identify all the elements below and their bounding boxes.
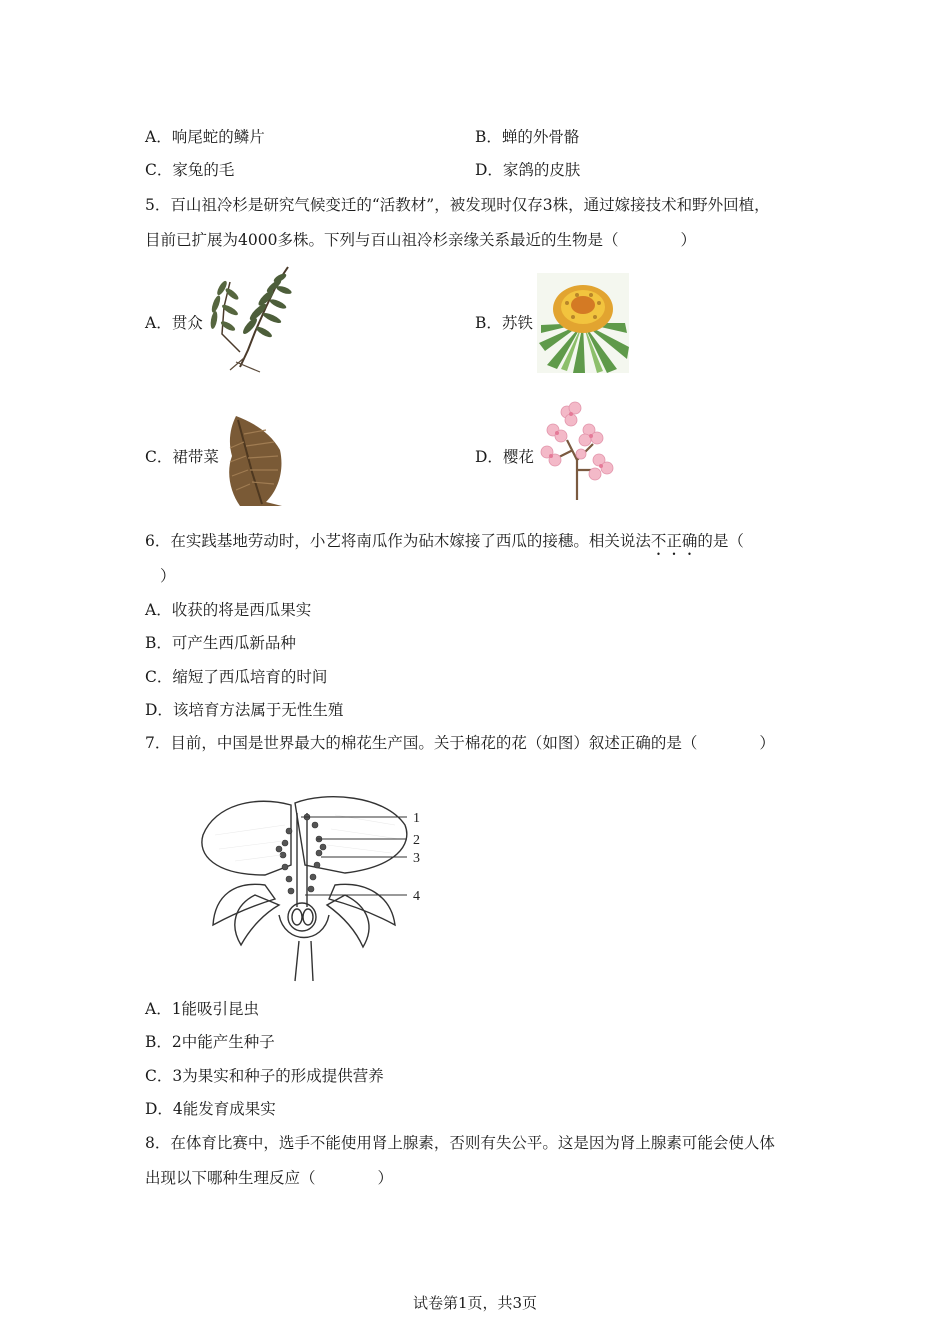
q6-stem-post: 的是（ bbox=[697, 532, 744, 550]
q7-stem: 7．目前，中国是世界最大的棉花生产国。关于棉花的花（如图）叙述正确的是（ ） bbox=[145, 734, 775, 752]
q5-option-b: B．苏铁 bbox=[475, 314, 533, 332]
q7-option-b: B．2中能产生种子 bbox=[145, 1033, 275, 1051]
q5-option-c: C．裙带菜 bbox=[145, 448, 219, 466]
q6-stem-pre: 6．在实践基地劳动时，小艺将南瓜作为砧木嫁接了西瓜的接穗。相关说法 bbox=[145, 532, 651, 550]
q6-stem-emphasis: 不正确 bbox=[650, 532, 698, 550]
q4-option-c: C．家兔的毛 bbox=[145, 161, 235, 179]
kelp-image bbox=[222, 412, 284, 506]
q6-option-b: B．可产生西瓜新品种 bbox=[145, 634, 296, 652]
q7-option-a: A．1能吸引昆虫 bbox=[145, 1000, 260, 1018]
fern-image bbox=[200, 262, 296, 374]
q4-option-a: A．响尾蛇的鳞片 bbox=[145, 128, 265, 146]
q7-option-c: C．3为果实和种子的形成提供营养 bbox=[145, 1067, 384, 1085]
q5-stem-line2: 目前已扩展为4000多株。下列与百山祖冷杉亲缘关系最近的生物是（ ） bbox=[145, 231, 696, 249]
q8-stem-line2: 出现以下哪种生理反应（ ） bbox=[145, 1169, 394, 1187]
page-footer: 试卷第1页，共3页 bbox=[412, 1294, 538, 1312]
q6-option-d: D．该培育方法属于无性生殖 bbox=[145, 701, 344, 719]
q8-stem-line1: 8．在体育比赛中，选手不能使用肾上腺素，否则有失公平。这是因为肾上腺素可能会使人体 bbox=[145, 1134, 775, 1152]
diagram-label-1: 1 bbox=[413, 811, 420, 826]
q5-option-d: D．樱花 bbox=[475, 448, 534, 466]
cherry-blossom-image bbox=[537, 400, 615, 502]
q7-option-d: D．4能发育成果实 bbox=[145, 1100, 276, 1118]
q4-option-d: D．家鸽的皮肤 bbox=[475, 161, 581, 179]
cotton-flower-diagram bbox=[195, 795, 435, 985]
q5-option-a: A．贯众 bbox=[145, 314, 203, 332]
cycad-image bbox=[537, 273, 629, 373]
diagram-label-4: 4 bbox=[413, 889, 420, 904]
q6-option-a: A．收获的将是西瓜果实 bbox=[145, 601, 312, 619]
q6-stem-line1 bbox=[145, 531, 744, 559]
diagram-label-3: 3 bbox=[413, 851, 420, 866]
q6-stem-line2: ） bbox=[160, 567, 176, 585]
q6-option-c: C．缩短了西瓜培育的时间 bbox=[145, 668, 328, 686]
diagram-label-2: 2 bbox=[413, 833, 420, 848]
q4-option-b: B．蝉的外骨骼 bbox=[475, 128, 580, 146]
q5-stem-line1: 5．百山祖冷杉是研究气候变迁的“活教材”，被发现时仅存3株，通过嫁接技术和野外回植， bbox=[145, 196, 770, 214]
